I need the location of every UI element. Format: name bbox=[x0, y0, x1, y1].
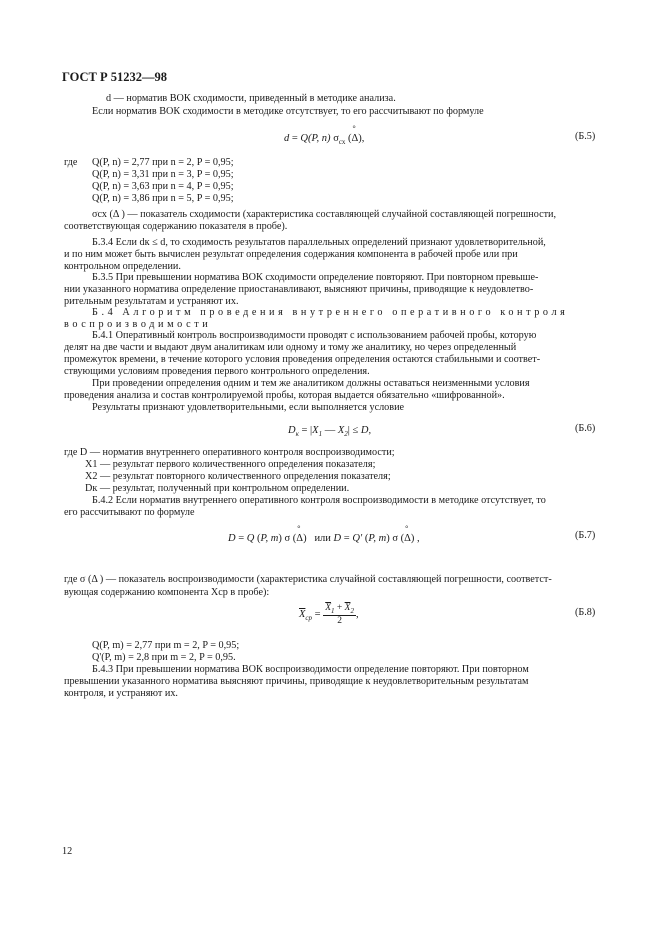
text-line: Б.3.5 При превышении норматива ВОК сходимости определение повторяют. При повторном превыше- bbox=[92, 272, 539, 283]
text-line: проведения анализа и состав контролируемой пробы, которая выдается обязательно «шифрованной». bbox=[64, 390, 505, 401]
text-line: Результаты признают удовлетворительными, если выполняется условие bbox=[92, 402, 405, 413]
text-line: делят на две части и выдают двум аналитикам или одному и тому же аналитику, но через определенный bbox=[64, 342, 517, 353]
text-line: нии указанного норматива определение приостанавливают, выясняют причины, приводящие к неудовлетво- bbox=[64, 284, 534, 295]
text-line: где σ (Δ ) — показатель воспроизводимости (характеристика случайной составляющей погрешности, соответст- bbox=[64, 574, 552, 585]
equation-number: (Б.8) bbox=[575, 607, 596, 618]
text-line: промежуток времени, в течение которого условия проведения определения остаются стабильными и соответ- bbox=[64, 354, 541, 365]
list-item: где D — норматив внутреннего оперативного контроля воспроизводимости; bbox=[64, 447, 395, 458]
list-item: Q(P, n) = 3,31 при n = 3, P = 0,95; bbox=[92, 169, 234, 180]
list-item: Q(P, n) = 2,77 при n = 2, P = 0,95; bbox=[92, 157, 234, 168]
text-line: рительным результатам и устраняют их. bbox=[64, 296, 239, 307]
text-line: Б.3.4 Если dк ≤ d, то сходимость результатов параллельных определений признают удовлетворительной, bbox=[92, 237, 546, 248]
text-line: его рассчитывают по формуле bbox=[64, 507, 195, 518]
equation-b6: $D_к = |X_1$ — $X_2| \le D$, bbox=[288, 425, 372, 439]
equation-b8: $\overline{X}_{ср}$ = $\frac{\overline{X}_1 + \overline{X}_2}{2}$ , bbox=[299, 603, 359, 626]
list-item: X2 — результат повторного количественного определения показателя; bbox=[85, 471, 391, 482]
list-item: Q(P, n) = 3,86 при n = 5, P = 0,95; bbox=[92, 193, 234, 204]
list-item: Q(P, n) = 3,63 при n = 4, P = 0,95; bbox=[92, 181, 234, 192]
section-heading: воспроизводимости bbox=[64, 319, 212, 330]
text-line: контроля, и устраняют их. bbox=[64, 688, 178, 699]
text-line: Если норматив ВОК сходимости в методике отсутствует, то его рассчитывают по формуле bbox=[92, 106, 484, 117]
equation-b5: d = Q(P, n) $\sigma_{сх}$ (° Δ), bbox=[284, 133, 364, 146]
text-line: Б.4.3 При превышении норматива ВОК воспроизводимости определение повторяют. При повторном bbox=[92, 664, 529, 675]
text-line: σсх (Δ ) — показатель сходимости (характеристика составляющей случайной составляющей погрешности, bbox=[92, 209, 557, 220]
equation-number: (Б.6) bbox=[575, 423, 596, 434]
list-item: Q'(P, m) = 2,8 при m = 2, P = 0,95. bbox=[92, 652, 236, 663]
text-line: где bbox=[64, 157, 78, 168]
text-line: d — норматив ВОК сходимости, приведенный в методике анализа. bbox=[106, 93, 396, 104]
text-line: ствующими условиям проведения первого контрольного определения. bbox=[64, 366, 370, 377]
page-header: ГОСТ Р 51232—98 bbox=[62, 70, 168, 84]
text-line: контрольном определении. bbox=[64, 261, 181, 272]
list-item: Dк — результат, полученный при контрольном определении. bbox=[85, 483, 350, 494]
text-line: При проведении определения одним и тем же аналитиком должны оставаться неизменными условия bbox=[92, 378, 530, 389]
page-number: 12 bbox=[62, 846, 73, 857]
text-line: и по ним может быть вычислен результат определения содержания компонента в рабочей пробе или при bbox=[64, 249, 518, 260]
equation-b7: D = Q (P, m) σ (° Δ) или D = Q′ (P, m) σ (° Δ) , bbox=[228, 533, 420, 544]
equation-number: (Б.7) bbox=[575, 530, 596, 541]
text-line: вующая содержанию компонента Xср в пробе): bbox=[64, 587, 270, 598]
section-heading: Б.4 Алгоритм проведения внутреннего оперативного контроля bbox=[92, 307, 569, 318]
text-line: соответствующая содержанию показателя в пробе). bbox=[64, 221, 288, 232]
text-line: Б.4.2 Если норматив внутреннего оперативного контроля воспроизводимости в методике отсутствует, то bbox=[92, 495, 546, 506]
text-line: превышении указанного норматива выясняют причины, приводящие к неудовлетворительным результатам bbox=[64, 676, 529, 687]
equation-number: (Б.5) bbox=[575, 131, 596, 142]
text-line: Б.4.1 Оперативный контроль воспроизводимости проводят с использованием рабочей пробы, которую bbox=[92, 330, 537, 341]
list-item: X1 — результат первого количественного определения показателя; bbox=[85, 459, 376, 470]
list-item: Q(P, m) = 2,77 при m = 2, P = 0,95; bbox=[92, 640, 240, 651]
